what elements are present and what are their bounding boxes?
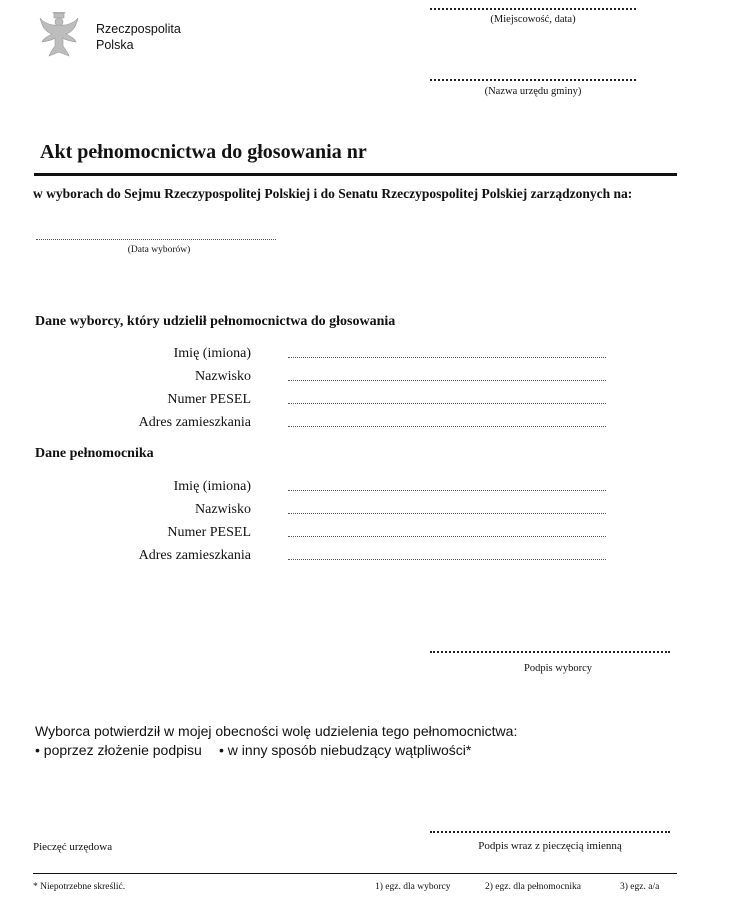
footer-copy-proxy: 2) egz. dla pełnomocnika [485,882,582,892]
voter-first-name-label: Imię (imiona) [173,346,251,361]
voter-pesel-label: Numer PESEL [167,392,251,407]
official-signature-field[interactable] [430,831,670,833]
office-name-caption: (Nazwa urzędu gminy) [484,86,582,97]
voter-first-name-field[interactable] [288,357,606,358]
proxy-address-label: Adres zamieszkania [138,548,251,563]
proxy-surname-field[interactable] [288,513,606,514]
proxy-section-heading: Dane pełnomocnika [35,446,154,461]
footer-copy-archive: 3) egz. a/a [620,882,660,892]
footer-copy-voter: 1) egz. dla wyborcy [375,882,451,892]
office-name-field[interactable] [430,79,636,81]
proxy-first-name-field[interactable] [288,490,606,491]
voter-section-heading: Dane wyborcy, który udzielił pełnomocnictwa do głosowania [35,314,396,329]
document-subtitle: w wyborach do Sejmu Rzeczypospolitej Polskiej i do Senatu Rzeczypospolitej Polskiej zarządzonych na: [33,186,633,201]
voter-address-label: Adres zamieszkania [138,415,251,430]
place-date-field[interactable] [430,8,636,10]
country-name [96,21,181,53]
footer-divider [33,873,677,874]
polish-eagle-emblem-icon [38,12,80,58]
proxy-first-name-label: Imię (imiona) [173,479,251,494]
footer-note: * Niepotrzebne skreślić. [33,882,126,892]
confirmation-option-signature[interactable]: • poprzez złożenie podpisu [35,742,202,758]
voter-signature-field[interactable] [430,651,670,653]
document-title: Akt pełnomocnictwa do głosowania nr [40,141,367,163]
title-divider [34,173,677,176]
country-name-line1: Rzeczpospolita [96,22,181,36]
proxy-pesel-label: Numer PESEL [167,525,251,540]
official-stamp-label: Pieczęć urzędowa [33,841,113,853]
confirmation-option-other[interactable]: • w inny sposób niebudzący wątpliwości* [219,742,472,758]
proxy-surname-label: Nazwisko [195,502,251,517]
proxy-address-field[interactable] [288,559,606,560]
election-date-caption: (Data wyborów) [127,245,191,255]
proxy-pesel-field[interactable] [288,536,606,537]
country-name-line2: Polska [96,38,134,52]
voter-address-field[interactable] [288,426,606,427]
confirmation-text: Wyborca potwierdził w mojej obecności wolę udzielenia tego pełnomocnictwa: [35,723,518,739]
election-date-field[interactable] [36,239,276,240]
voter-signature-caption: Podpis wyborcy [524,663,592,674]
voter-surname-field[interactable] [288,380,606,381]
voter-pesel-field[interactable] [288,403,606,404]
voter-surname-label: Nazwisko [195,369,251,384]
place-date-caption: (Miejscowość, data) [490,14,576,25]
official-signature-caption: Podpis wraz z pieczęcią imienną [478,840,622,852]
